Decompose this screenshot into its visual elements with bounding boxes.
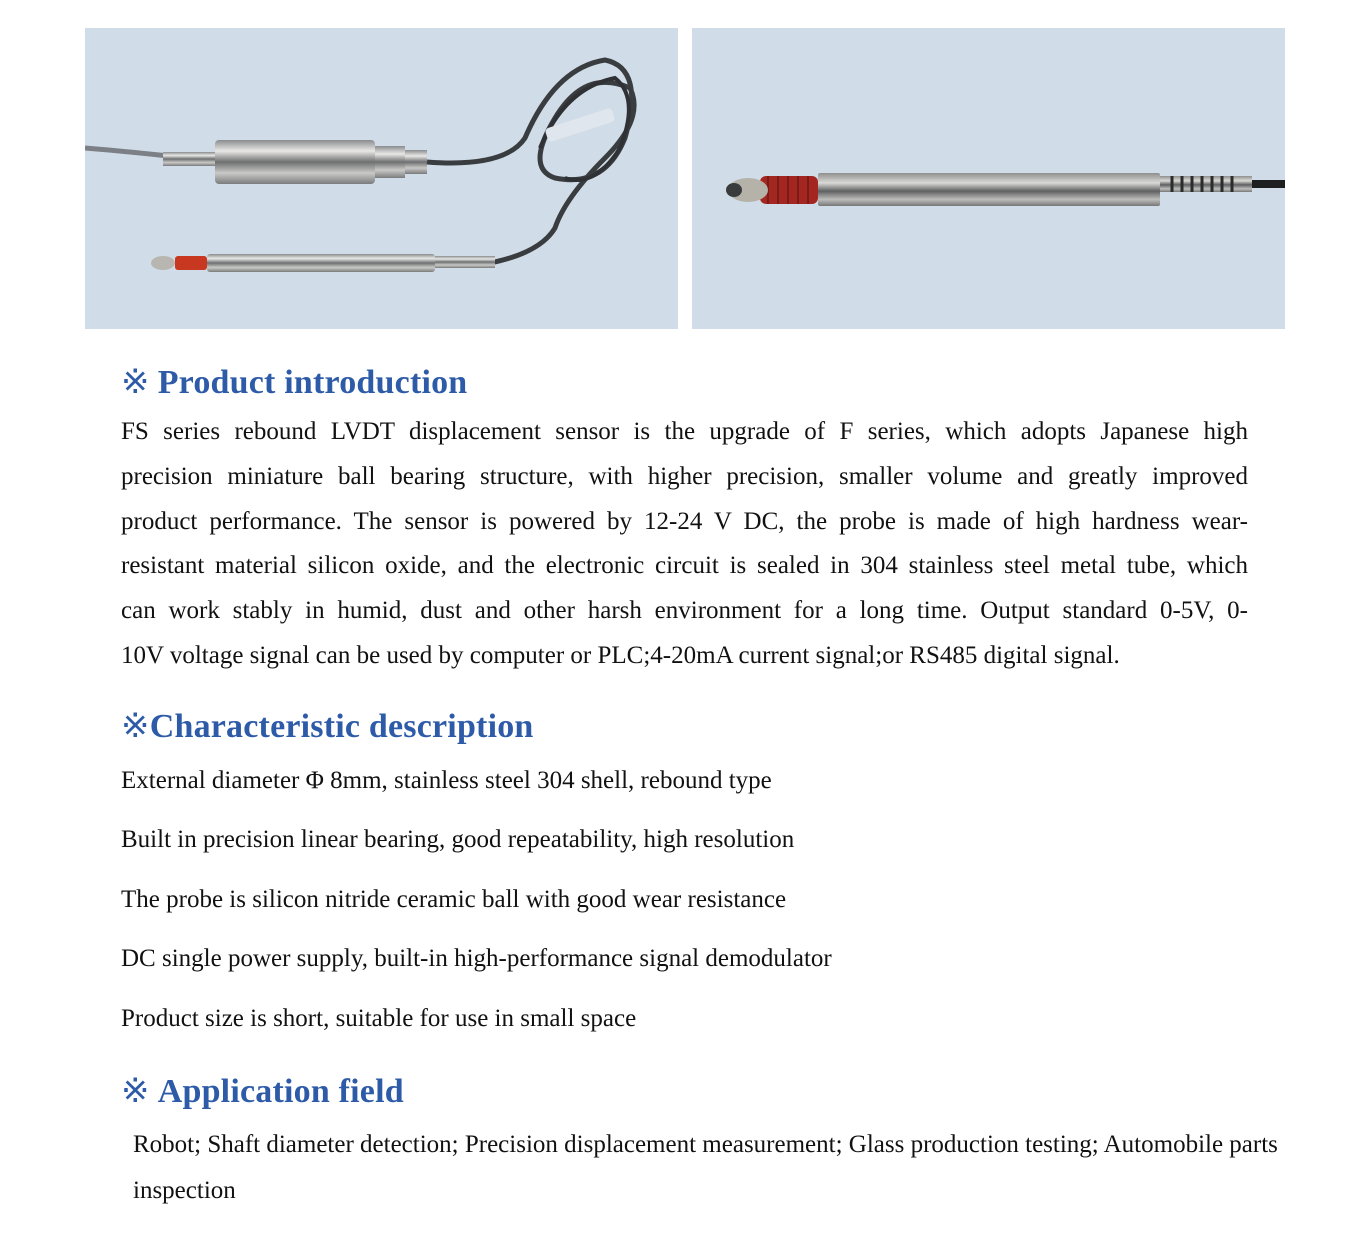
section-heading-product-introduction <box>121 362 467 402</box>
feature-item: External diameter Φ 8mm, stainless steel 304 shell, rebound type <box>121 767 772 794</box>
paragraph-line: 10V voltage signal can be used by computer or PLC;4-20mA current signal;or RS485 digital signal. <box>121 641 1120 669</box>
reference-mark-icon: ※ <box>121 708 150 745</box>
heading-text: Product introduction <box>157 364 468 401</box>
product-introduction-paragraph <box>121 410 1248 679</box>
paragraph-line: FS series rebound LVDT displacement sensor is the upgrade of F series, which adopts Japanese high <box>121 418 1248 445</box>
paragraph-line: can work stably in humid, dust and other harsh environment for a long time. Output standard 0-5V, 0- <box>121 597 1248 625</box>
reference-mark-icon: ※ <box>121 364 150 401</box>
application-field-text: Robot; Shaft diameter detection; Precision displacement measurement; Glass production testing; Automobile parts inspection <box>133 1131 1278 1204</box>
product-photo-left <box>85 28 678 329</box>
feature-item: Built in precision linear bearing, good repeatability, high resolution <box>121 826 795 853</box>
reference-mark-icon: ※ <box>121 1073 150 1110</box>
paragraph-line: resistant material silicon oxide, and the electronic circuit is sealed in 304 stainless steel metal tube, which <box>121 552 1248 580</box>
section-heading-application-field <box>121 1071 404 1111</box>
heading-text: Characteristic description <box>149 708 534 745</box>
feature-item: The probe is silicon nitride ceramic ball with good wear resistance <box>121 886 787 913</box>
feature-item: Product size is short, suitable for use in small space <box>121 1005 637 1032</box>
paragraph-line: product performance. The sensor is powered by 12-24 V DC, the probe is made of high hardness wear- <box>121 507 1248 535</box>
lvdt-sensor-with-module-illustration <box>85 28 678 329</box>
product-photo-right <box>692 28 1285 329</box>
feature-item: DC single power supply, built-in high-performance signal demodulator <box>121 945 832 972</box>
heading-text: Application field <box>157 1073 404 1110</box>
section-heading-characteristic-description <box>121 706 534 746</box>
lvdt-probe-illustration <box>692 28 1285 329</box>
paragraph-line: precision miniature ball bearing structure, with higher precision, smaller volume and greatly improved <box>121 462 1248 490</box>
